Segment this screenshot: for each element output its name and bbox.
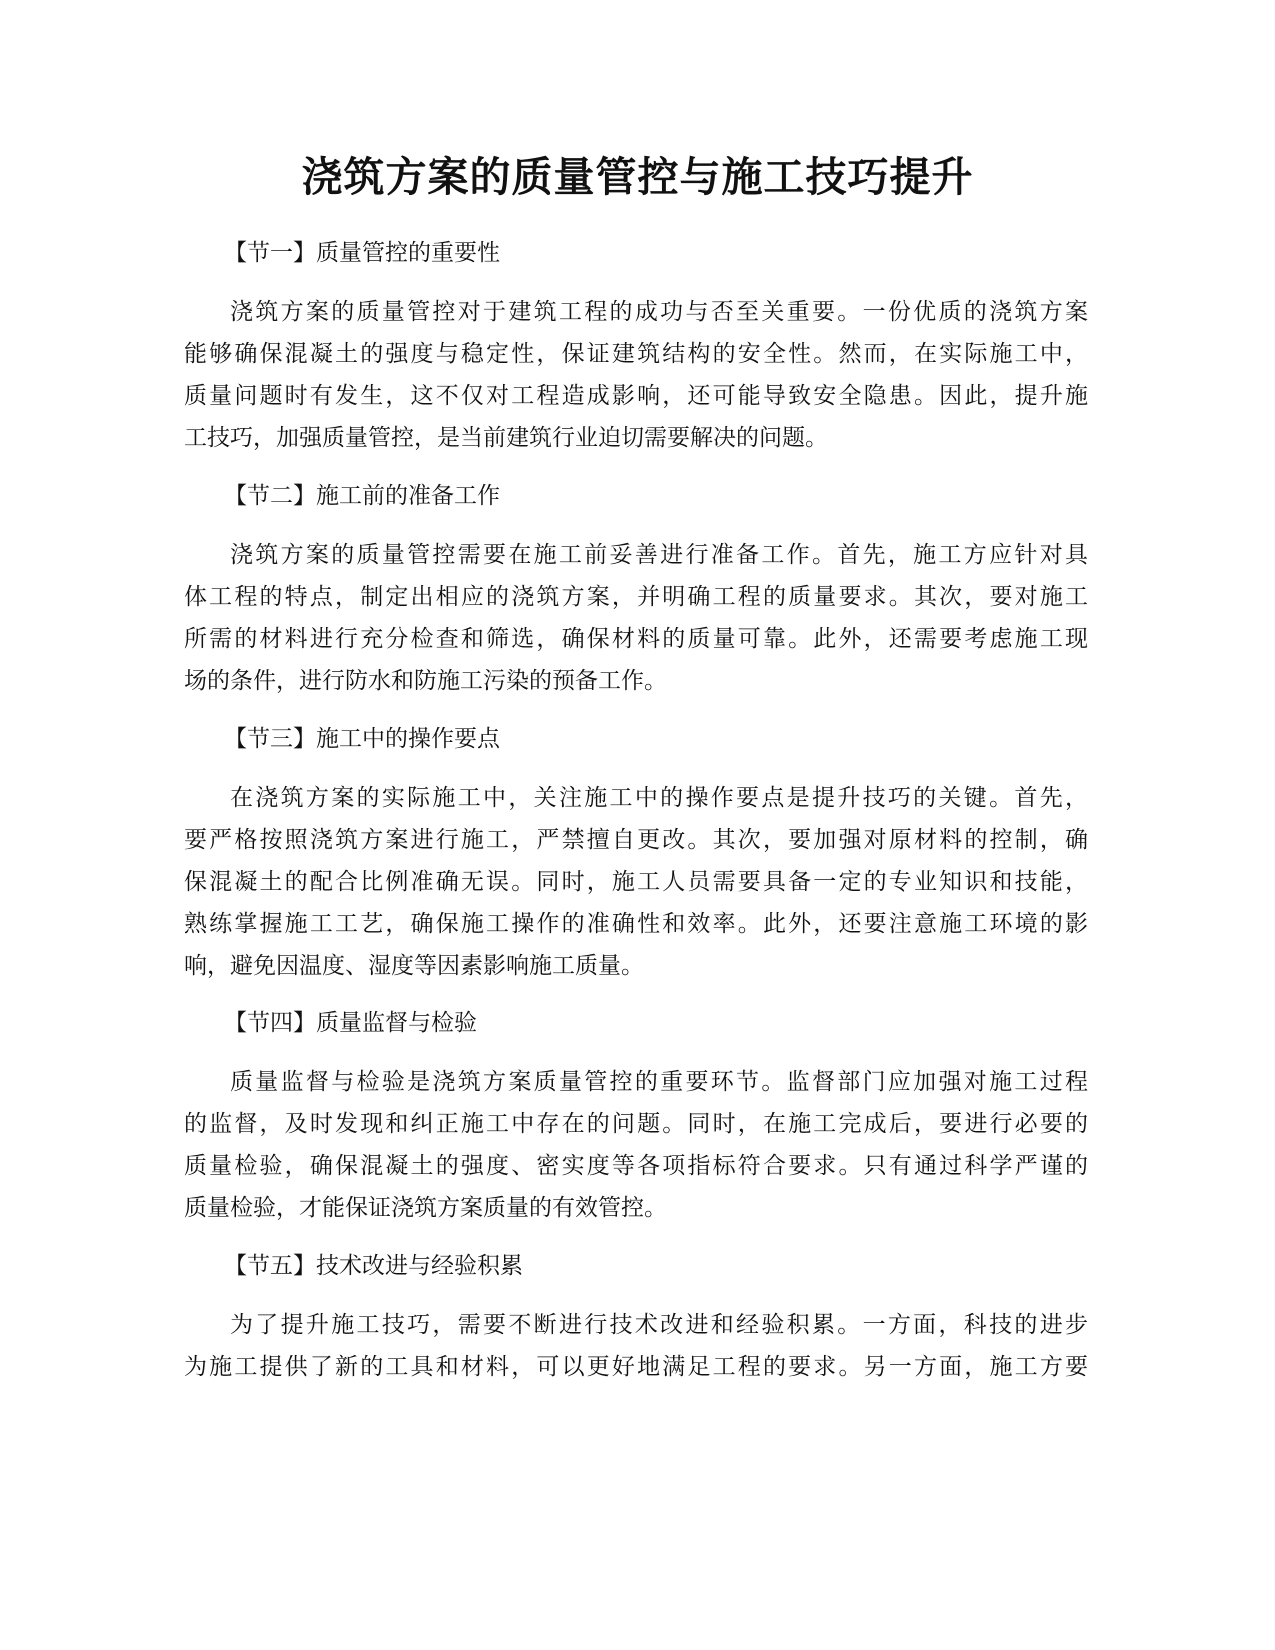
paragraph-line: 要严格按照浇筑方案进行施工，严禁擅自更改。其次，要加强对原材料的控制，确 [184,827,1088,853]
paragraph-line: 为施工提供了新的工具和材料，可以更好地满足工程的要求。另一方面，施工方要 [184,1354,1088,1380]
section-paragraph-1 [184,291,1088,459]
paragraph-line: 响，避免因温度、湿度等因素影响施工质量。 [184,953,644,979]
paragraph-line: 熟练掌握施工工艺，确保施工操作的准确性和效率。此外，还要注意施工环境的影 [184,911,1088,937]
paragraph-line: 在浇筑方案的实际施工中，关注施工中的操作要点是提升技巧的关键。首先， [230,785,1088,811]
section-heading-2: 【节二】施工前的准备工作 [224,483,500,509]
section-paragraph-4 [184,1061,1088,1229]
paragraph-line: 质量问题时有发生，这不仅对工程造成影响，还可能导致安全隐患。因此，提升施 [184,383,1088,409]
document-title: 浇筑方案的质量管控与施工技巧提升 [301,153,974,201]
section-heading-4: 【节四】质量监督与检验 [224,1010,477,1036]
paragraph-line: 场的条件，进行防水和防施工污染的预备工作。 [184,668,667,694]
paragraph-line: 能够确保混凝土的强度与稳定性，保证建筑结构的安全性。然而，在实际施工中， [184,341,1088,367]
paragraph-line: 的监督，及时发现和纠正施工中存在的问题。同时，在施工完成后，要进行必要的 [184,1111,1088,1137]
section-heading-5: 【节五】技术改进与经验积累 [224,1253,523,1279]
paragraph-line: 浇筑方案的质量管控需要在施工前妥善进行准备工作。首先，施工方应针对具 [230,542,1088,568]
paragraph-line: 为了提升施工技巧，需要不断进行技术改进和经验积累。一方面，科技的进步 [230,1312,1088,1338]
paragraph-line: 质量检验，确保混凝土的强度、密实度等各项指标符合要求。只有通过科学严谨的 [184,1153,1088,1179]
section-paragraph-5 [184,1304,1088,1388]
paragraph-line: 保混凝土的配合比例准确无误。同时，施工人员需要具备一定的专业知识和技能， [184,869,1088,895]
section-heading-1: 【节一】质量管控的重要性 [224,240,500,266]
section-paragraph-3 [184,777,1088,987]
paragraph-line: 质量监督与检验是浇筑方案质量管控的重要环节。监督部门应加强对施工过程 [230,1069,1088,1095]
paragraph-line: 工技巧，加强质量管控，是当前建筑行业迫切需要解决的问题。 [184,425,828,451]
paragraph-line: 所需的材料进行充分检查和筛选，确保材料的质量可靠。此外，还需要考虑施工现 [184,626,1088,652]
paragraph-line: 浇筑方案的质量管控对于建筑工程的成功与否至关重要。一份优质的浇筑方案 [230,299,1088,325]
paragraph-line: 体工程的特点，制定出相应的浇筑方案，并明确工程的质量要求。其次，要对施工 [184,584,1088,610]
section-heading-3: 【节三】施工中的操作要点 [224,726,500,752]
paragraph-line: 质量检验，才能保证浇筑方案质量的有效管控。 [184,1195,667,1221]
section-paragraph-2 [184,534,1088,702]
